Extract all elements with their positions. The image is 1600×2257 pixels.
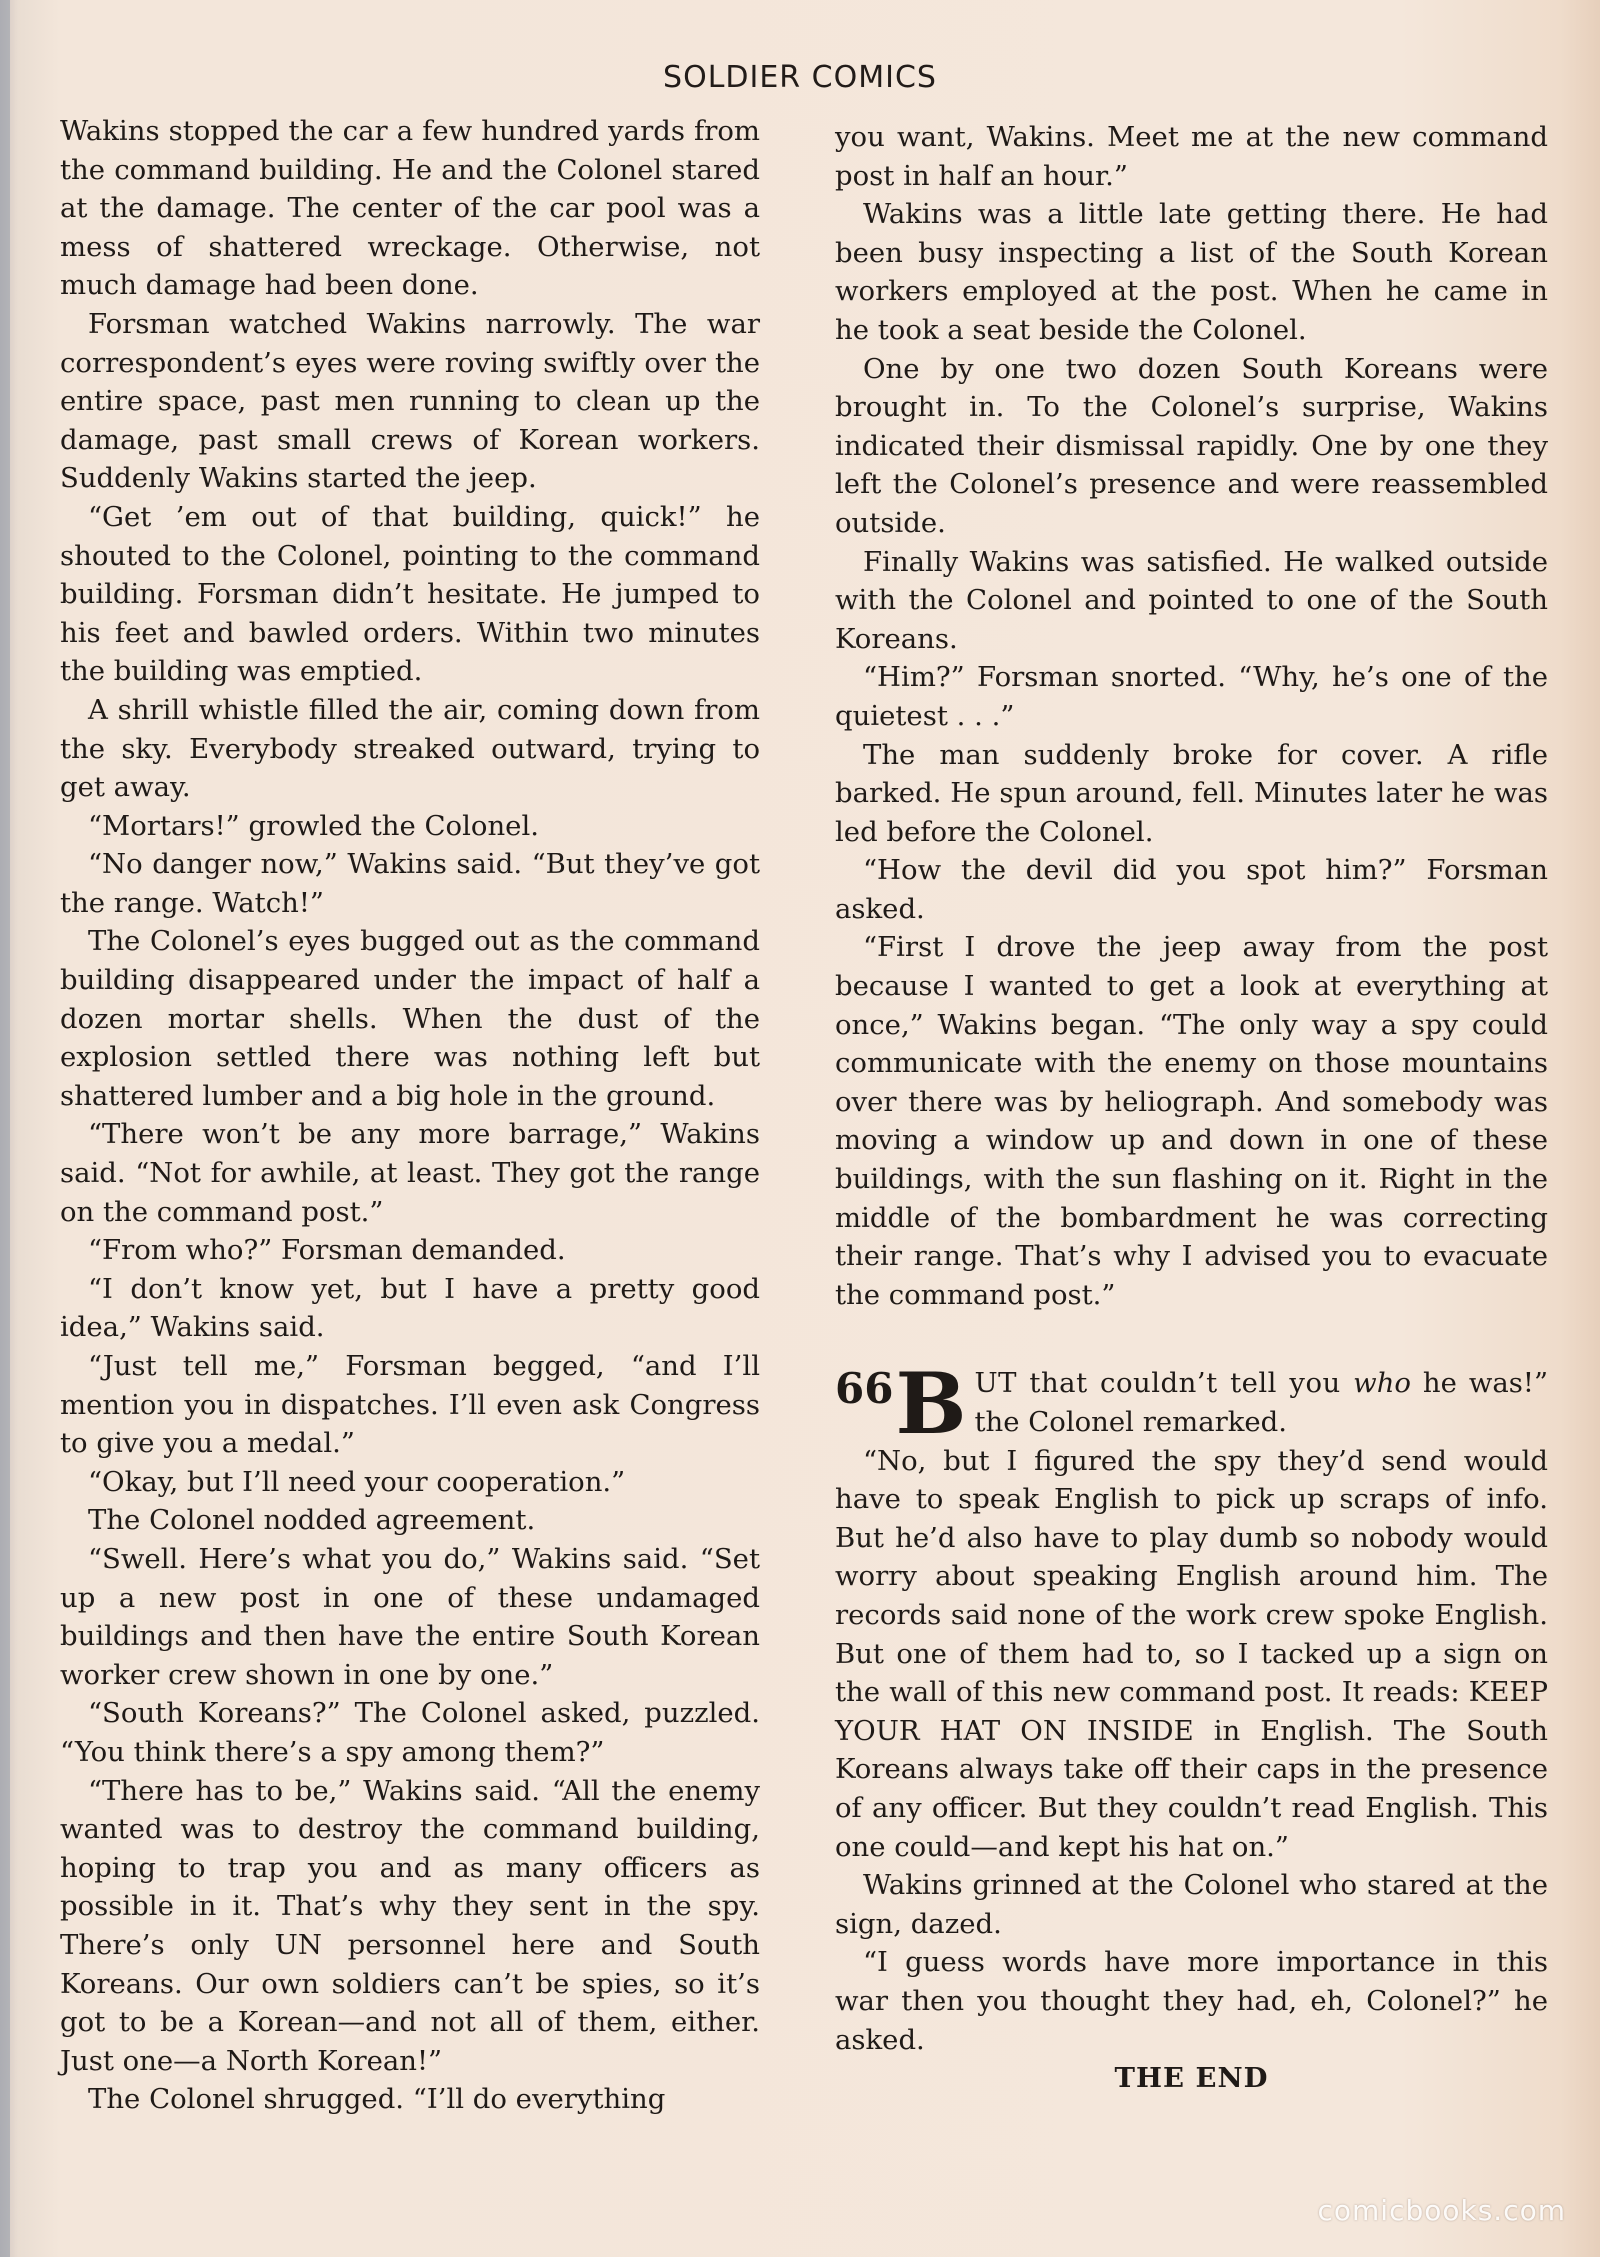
left-column xyxy=(60,112,760,2119)
paragraph: “From who?” Forsman demanded. xyxy=(88,1234,566,1267)
paragraph: “How the devil did you spot him?” Forsman asked. xyxy=(835,854,1548,925)
site-watermark: comicbooks.com xyxy=(1317,2194,1566,2227)
paragraph: “Mortars!” growled the Colonel. xyxy=(88,809,539,842)
paragraph: Finally Wakins was satisfied. He walked outside with the Colonel and pointed to one of the South Koreans. xyxy=(835,545,1548,655)
dropcap-rest-text: UT that couldn’t tell you xyxy=(974,1367,1354,1400)
running-head: SOLDIER COMICS xyxy=(663,60,937,95)
dropcap-italic-word: who xyxy=(1353,1367,1411,1400)
paragraph: “Okay, but I’ll need your cooperation.” xyxy=(88,1465,626,1498)
paragraph: The Colonel shrugged. “I’ll do everything xyxy=(88,2083,666,2116)
dropcap-letter: B xyxy=(895,1354,967,1454)
paragraph: Forsman watched Wakins narrowly. The war correspondent’s eyes were roving swiftly over the entire space, past men running to clean up the damage, past small crews of Korean workers. Suddenly Wakins started the jeep. xyxy=(60,307,760,495)
paragraph: Wakins was a little late getting there. He had been busy inspecting a list of the South Korean workers employed at the post. When he came in he took a seat beside the Colonel. xyxy=(835,198,1548,346)
paragraph: “I guess words have more importance in this war then you thought they had, eh, Colonel?” he asked. xyxy=(835,1946,1548,2056)
paragraph: “No, but I figured the spy they’d send would have to speak English to pick up scraps of info. But he’d also have to play dumb so nobody would worry about speaking English around him. The records said none of the work crew spoke English. But one of them had to, so I tacked up a sign on the wall of this new command post. It reads: KEEP YOUR HAT ON INSIDE in English. The South Koreans always take off their caps in the presence of any officer. But they couldn’t read English. This one could—and kept his hat on.” xyxy=(835,1444,1548,1863)
the-end: THE END xyxy=(1114,2062,1269,2095)
paragraph: “First I drove the jeep away from the post because I wanted to get a look at everything at once,” Wakins began. “The only way a spy could communicate with the enemy on those mountains over there was by heliograph. And somebody was moving a window up and down in one of these buildings, with the sun flashing on it. Right in the middle of the bombardment he was correcting their range. That’s why I advised you to evacuate the command post.” xyxy=(835,931,1548,1311)
paragraph: “Just tell me,” Forsman begged, “and I’ll mention you in dispatches. I’ll even ask Congress to give you a medal.” xyxy=(60,1350,760,1460)
paragraph: The Colonel’s eyes bugged out as the command building disappeared under the impact of half a dozen mortar shells. When the dust of the explosion settled there was nothing left but shattered lumber and a big hole in the ground. xyxy=(60,925,760,1112)
dropcap xyxy=(835,1354,967,1454)
paragraph: “I don’t know yet, but I have a pretty good idea,” Wakins said. xyxy=(60,1272,760,1344)
right-column xyxy=(835,118,1548,2098)
paragraph: “There has to be,” Wakins said. “All the enemy wanted was to destroy the command building, hoping to trap you and as many officers as possible in it. That’s why they sent in the spy. There’s only UN personnel here and South Koreans. Our own soldiers can’t be spies, so it’s got to be a Korean—and not all of them, either. Just one—a North Korean!” xyxy=(60,1774,760,2077)
paragraph: A shrill whistle filled the air, coming down from the sky. Everybody streaked outward, trying to get away. xyxy=(60,693,760,804)
paragraph: “There won’t be any more barrage,” Wakins said. “Not for awhile, at least. They got the range on the command post.” xyxy=(60,1118,760,1228)
paragraph: “Swell. Here’s what you do,” Wakins said. “Set up a new post in one of these undamaged buildings and then have the entire South Korean worker crew shown in one by one.” xyxy=(60,1542,760,1691)
paragraph: The man suddenly broke for cover. A rifle barked. He spun around, fell. Minutes later he was led before the Colonel. xyxy=(835,738,1548,848)
dropcap-tail-text: he was!” the Colonel remarked. xyxy=(974,1367,1549,1438)
paragraph: Wakins stopped the car a few hundred yards from the command building. He and the Colonel stared at the damage. The center of the car pool was a mess of shattered wreckage. Otherwise, not much damage had been done. xyxy=(60,115,760,302)
paragraph: “Him?” Forsman snorted. “Why, he’s one of the quietest . . .” xyxy=(835,661,1548,732)
paragraph: “Get ’em out of that building, quick!” he shouted to the Colonel, pointing to the command building. Forsman didn’t hesitate. He jumped to his feet and bawled orders. Within two minutes the building was emptied. xyxy=(60,500,760,688)
paragraph: “No danger now,” Wakins said. “But they’ve got the range. Watch!” xyxy=(60,848,760,919)
paragraph: you want, Wakins. Meet me at the new command post in half an hour.” xyxy=(835,121,1548,192)
paragraph: Wakins grinned at the Colonel who stared at the sign, dazed. xyxy=(835,1869,1548,1940)
page-binding-edge xyxy=(0,0,10,2257)
dropcap-quote-mark: 66 xyxy=(835,1364,894,1414)
paragraph: One by one two dozen South Koreans were brought in. To the Colonel’s surprise, Wakins indicated their dismissal rapidly. One by one they left the Colonel’s presence and were reassembled outside. xyxy=(835,352,1548,539)
dropcap-paragraph xyxy=(835,1354,1549,1454)
paragraph: “South Koreans?” The Colonel asked, puzzled. “You think there’s a spy among them?” xyxy=(60,1697,760,1768)
paragraph: The Colonel nodded agreement. xyxy=(88,1504,536,1537)
